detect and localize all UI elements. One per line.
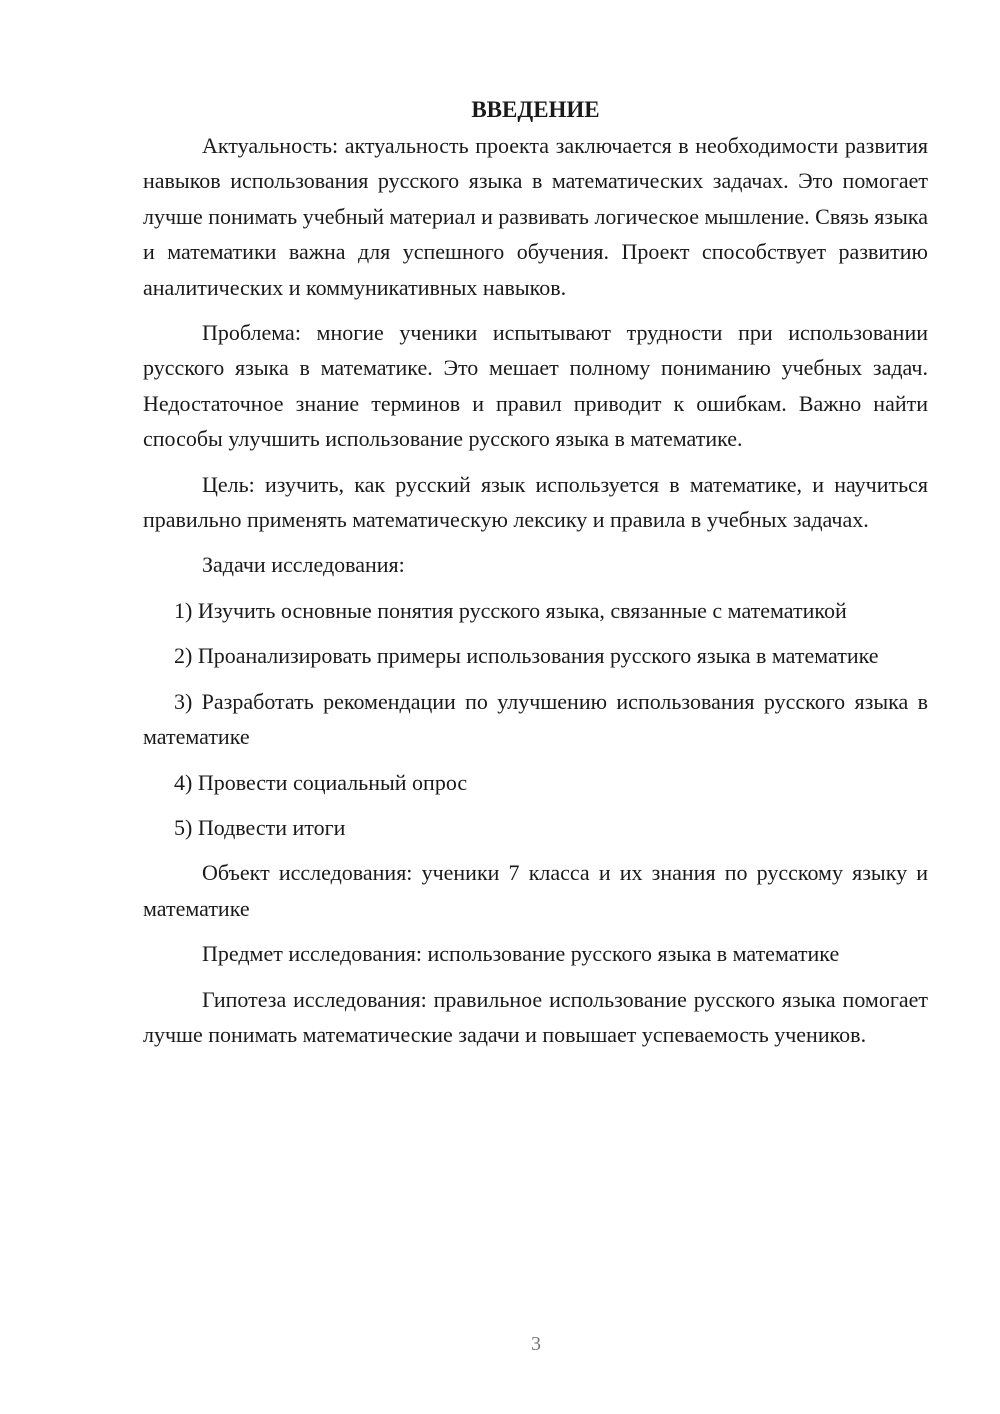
tasks-heading: Задачи исследования: [202, 552, 405, 578]
paragraph-object: Объект исследования: ученики 7 класса и их знания по русскому языку и математике [143, 860, 928, 921]
paragraph-subject: Предмет исследования: использование русского языка в математике [202, 941, 840, 967]
page-number: 3 [531, 1333, 541, 1355]
page-title: ВВЕДЕНИЕ [471, 97, 600, 122]
paragraph-problem: Проблема: многие ученики испытывают трудности при использовании русского языка в математике. Это мешает полному пониманию учебных задач. Недостаточное знание терминов и правил приводит к ошибкам. Важно найти способы улучшить использование русского языка в математике. [143, 320, 928, 452]
list-item-task-1: 1) Изучить основные понятия русского языка, связанные с математикой [174, 597, 847, 623]
list-item-task-5: 5) Подвести итоги [174, 814, 346, 840]
paragraph-goal: Цель: изучить, как русский язык используется в математике, и научиться правильно применять математическую лексику и правила в учебных задачах. [143, 471, 928, 533]
paragraph-hypothesis: Гипотеза исследования: правильное использование русского языка помогает лучше понимать математические задачи и повышает успеваемость учеников. [143, 986, 928, 1047]
paragraph-relevance: Актуальность: актуальность проекта заключается в необходимости развития навыков использования русского языка в математических задачах. Это помогает лучше понимать учебный материал и развивать логическое мышление. Связь языка и математики важна для успешного обучения. Проект способствует развитию аналитических и коммуникативных навыков. [143, 133, 928, 300]
document-page [143, 92, 928, 1062]
list-item-task-3: 3) Разработать рекомендации по улучшению использования русского языка в математике [143, 688, 928, 750]
list-item-task-4: 4) Провести социальный опрос [174, 769, 468, 795]
list-item-task-2: 2) Проанализировать примеры использования русского языка в математике [174, 643, 879, 669]
